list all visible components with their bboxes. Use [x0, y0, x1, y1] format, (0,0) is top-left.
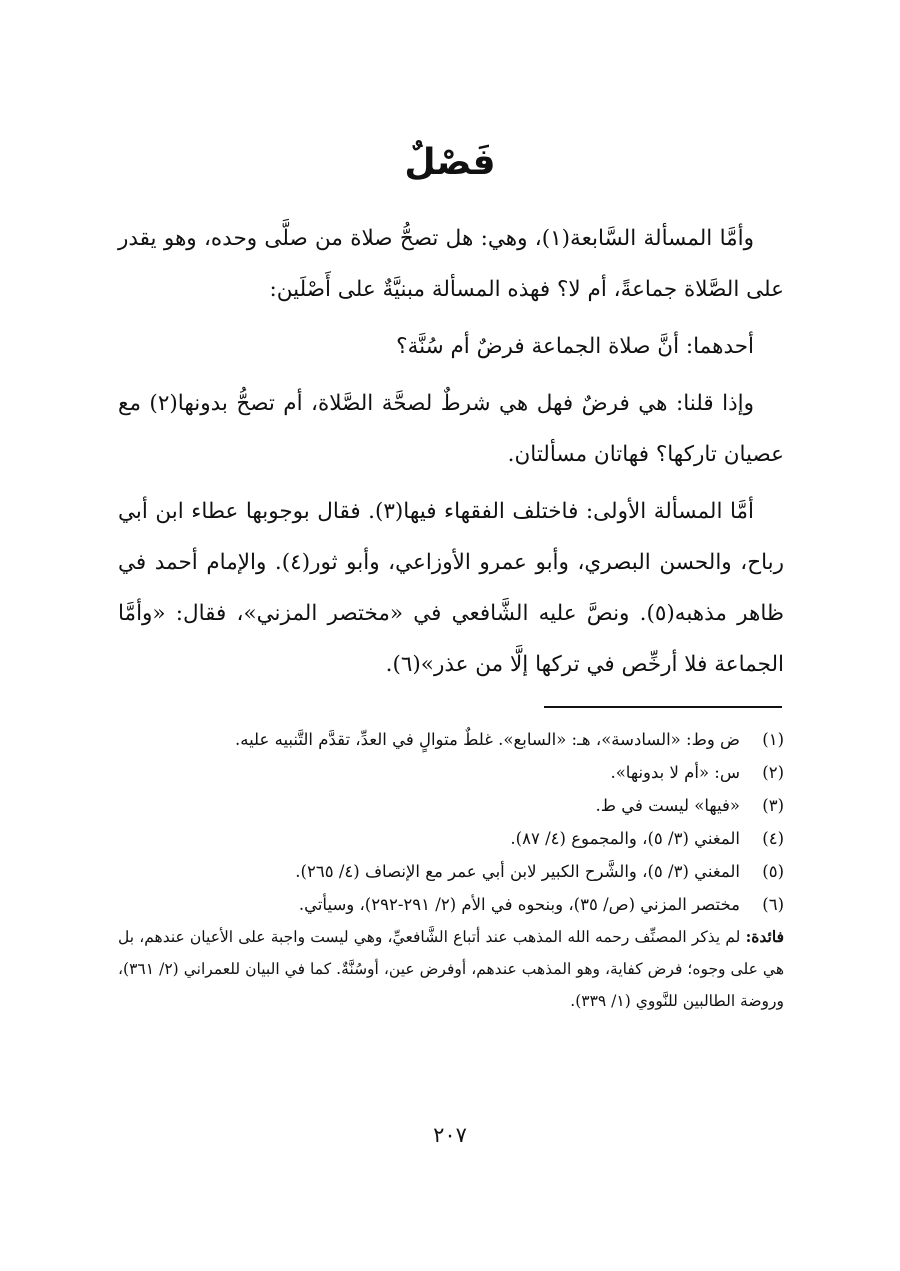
footnote-number: (٣): [762, 796, 784, 815]
footnote-number: (٤): [762, 829, 784, 848]
footnote-text: المغني (٣/ ٥)، والمجموع (٤/ ٨٧).: [510, 829, 740, 848]
benefit-label: فائدة:: [745, 927, 784, 946]
paragraph: أحدهما: أنَّ صلاة الجماعة فرضٌ أم سُنَّة؟: [396, 334, 754, 359]
footnote: [118, 855, 784, 888]
footnote-text: «فيها» ليست في ط.: [595, 796, 740, 815]
footnote: [118, 888, 784, 921]
footnote-number: (٦): [762, 895, 784, 914]
page-number: ٢٠٧: [433, 1123, 467, 1147]
footnote-text: المغني (٣/ ٥)، والشَّرح الكبير لابن أبي عمر مع الإنصاف (٤/ ٢٦٥).: [295, 862, 740, 881]
footnote: [118, 789, 784, 822]
footnotes: [118, 723, 784, 1017]
section-title: فَصْلٌ: [404, 142, 496, 183]
footnote-text: ض وط: «السادسة»، هـ: «السابع». غلطٌ متوالٍ في العدِّ، تقدَّم التَّنبيه عليه.: [234, 730, 740, 749]
paragraph: وأمَّا المسألة السَّابعة(١)، وهي: هل تصحُّ صلاة من صلَّى وحده، وهو يقدر على الصَّلاة جماعةً، أم لا؟ فهذه المسألة مبنيَّةٌ على أَصْلَين:: [118, 226, 784, 302]
footnote-separator: [544, 706, 782, 708]
footnote-number: (٥): [762, 862, 784, 881]
footnote-number: (١): [762, 730, 784, 749]
footnote-number: (٢): [762, 763, 784, 782]
main-text: [118, 213, 784, 696]
benefit-text: لم يذكر المصنِّف رحمه الله المذهب عند أتباع الشَّافعيِّ، وهي ليست واجبة على الأعيان عندهم، بل هي على وجوه؛ فرض كفاية، وهو المذهب عندهم، أوفرض عين، أوسُنَّةٌ. كما في البيان للعمراني (٢/ ٣٦١)، وروضة الطالبين للنَّووي (١/ ٣٣٩).: [118, 928, 784, 1010]
footnote-text: مختصر المزني (ص/ ٣٥)، وبنحوه في الأم (٢/ ٢٩١-٢٩٢)، وسيأتي.: [298, 895, 740, 914]
paragraph: وإذا قلنا: هي فرضٌ فهل هي شرطٌ لصحَّة الصَّلاة، أم تصحُّ بدونها(٢) مع عصيان تاركها؟ فهاتان مسألتان.: [118, 391, 784, 467]
footnote: [118, 822, 784, 855]
paragraph: أمَّا المسألة الأولى: فاختلف الفقهاء فيها(٣). فقال بوجوبها عطاء ابن أبي رباح، والحسن البصري، وأبو عمرو الأوزاعي، وأبو ثور(٤). والإمام أحمد في ظاهر مذهبه(٥). ونصَّ عليه الشَّافعي في «مختصر المزني»، فقال: «وأمَّا الجماعة فلا أرخِّص في تركها إلَّا من عذر»(٦).: [118, 499, 784, 677]
benefit-note: [118, 921, 784, 1017]
footnote-text: س: «أم لا بدونها».: [610, 763, 740, 782]
footnote: [118, 756, 784, 789]
footnote: [118, 723, 784, 756]
